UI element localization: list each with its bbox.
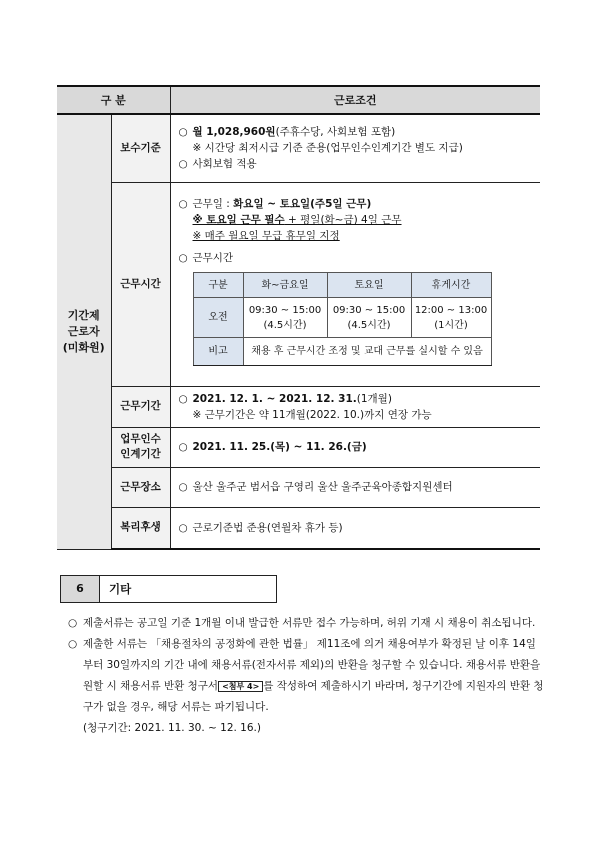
row-place bbox=[57, 467, 540, 507]
notes-block bbox=[68, 613, 546, 739]
section-number: 6 bbox=[61, 576, 100, 602]
label-welfare: 복리후생 bbox=[111, 507, 170, 549]
content-place: ○ 울산 울주군 범서읍 구영리 울산 울주군육아종합지원센터 bbox=[170, 467, 540, 507]
label-hours: 근무시간 bbox=[111, 182, 170, 386]
table-header-row bbox=[57, 86, 540, 114]
label-place: 근무장소 bbox=[111, 467, 170, 507]
note-claim-period: (청구기간: 2021. 11. 30. ~ 12. 16.) bbox=[83, 722, 261, 734]
row-handover bbox=[57, 427, 540, 467]
note-paragraph-1: ○ 제출서류는 공고일 기준 1개월 이내 발급한 서류만 접수 가능하며, 허위 기재 시 채용이 취소됩니다. bbox=[68, 617, 536, 629]
row-hours bbox=[57, 182, 540, 386]
attachment-tag: <첨부 4> bbox=[218, 681, 263, 692]
work-hours-table bbox=[193, 272, 492, 366]
work-hours-header-row: 구분 화~금요일 토요일 휴게시간 bbox=[193, 273, 491, 298]
row-period bbox=[57, 386, 540, 427]
work-hours-am-row: 오전 09:30 ~ 15:00 (4.5시간) 09:30 ~ 15:00 (4.5시간) 12:00 ~ 13:00 (1시간) bbox=[193, 298, 491, 338]
label-handover: 업무인수 인계기간 bbox=[111, 427, 170, 467]
section-title: 기타 bbox=[109, 582, 132, 596]
section-6-header bbox=[60, 575, 277, 603]
work-hours-note-row: 비고 채용 후 근무시간 조정 및 교대 근무를 실시할 수 있음 bbox=[193, 338, 491, 366]
note-paragraph-2: ○ 제출한 서류는 「채용절차의 공정화에 관한 법률」 제11조에 의거 채용여부가 확정된 날 이후 14일부터 30일까지의 기간 내에 채용서류(전자서류 제외)의 반환을 청구할 수 있습니다. 채용서류 반환을 원할 시 채용서류 반환 청구서 <첨부 4> 를 작성하여 제출하시기 바라며, 청구기간에 지원자의 반환 청구가 없을 경우, 해당 서류는 파기됩니다. bbox=[68, 638, 544, 713]
category-cell: 기간제 근로자 (미화원) bbox=[57, 114, 111, 549]
label-pay: 보수기준 bbox=[111, 114, 170, 182]
content-pay: ○ 월 1,028,960원(주휴수당, 사회보험 포함) ※ 시간당 최저시급 기준 준용(업무인수인계기간 별도 지급) ○ 사회보험 적용 bbox=[170, 114, 540, 182]
content-welfare: ○ 근로기준법 준용(연월차 휴가 등) bbox=[170, 507, 540, 549]
label-period: 근무기간 bbox=[111, 386, 170, 427]
row-pay bbox=[57, 114, 540, 182]
content-period: ○ 2021. 12. 1. ~ 2021. 12. 31.(1개월) ※ 근무기간은 약 11개월(2022. 10.)까지 연장 가능 bbox=[170, 386, 540, 427]
content-handover: ○ 2021. 11. 25.(목) ~ 11. 26.(금) bbox=[170, 427, 540, 467]
working-conditions-table bbox=[57, 85, 540, 550]
header-category: 구 분 bbox=[57, 86, 170, 114]
row-welfare bbox=[57, 507, 540, 549]
header-conditions: 근로조건 bbox=[170, 86, 540, 114]
content-hours: ○ 근무일 : 화요일 ~ 토요일(주5일 근무) ※ 토요일 근무 필수 + 평일(화~금) 4일 근무 ※ 매주 월요일 무급 휴무일 지정 ○ 근무시간 구분 화~금요일 토요일 휴게시간 오전 09:30 ~ 15:00 (4.5시간) 09:30 ~ 15:00 (4.5시간) 12:00 ~ 13:00 (1시간) 비고 채용 후 근무시간 조정 및 교대 근무를 실시할 수 있음 bbox=[170, 182, 540, 386]
